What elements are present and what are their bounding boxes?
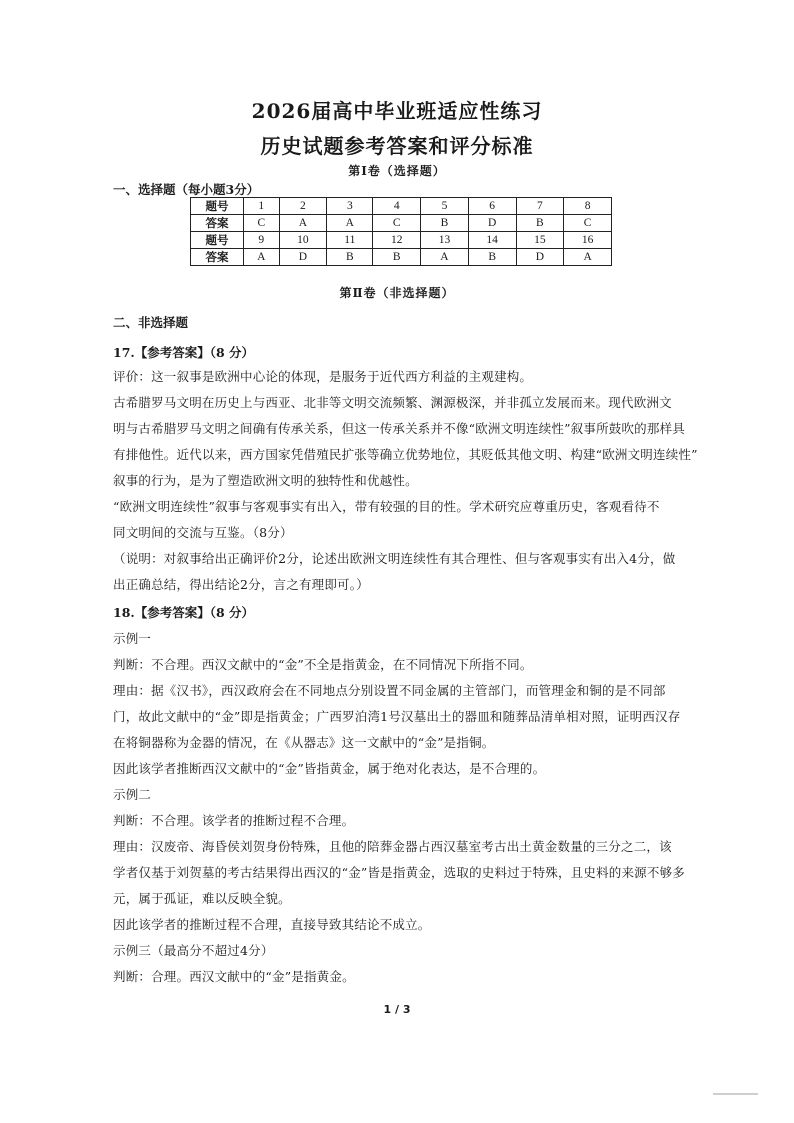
q18-line: 因此该学者推断西汉文献中的“金”皆指黄金，属于绝对化表达，是不合理的。 [113, 761, 546, 776]
answer-cell: C [373, 215, 421, 232]
q18-line: 理由：据《汉书》，西汉政府会在不同地点分别设置不同金属的主管部门，而管理金和铜的是不同部 [113, 683, 666, 698]
answer-cell: B [516, 215, 564, 232]
answer-table [190, 197, 612, 266]
question-number-cell: 9 [244, 232, 280, 249]
question-number-cell: 14 [468, 232, 516, 249]
q18-line: 学者仅基于刘贺墓的考古结果得出西汉的“金”皆是指黄金，选取的史料过于特殊，且史料的来源不够多 [113, 865, 685, 880]
q17-line: “欧洲文明连续性”叙事与客观事实有出入，带有较强的目的性。学术研究应尊重历史，客观看待不 [113, 499, 660, 514]
table-row [191, 249, 612, 266]
q18-line: 示例二 [113, 787, 152, 802]
q18-line: 元，属于孤证，难以反映全貌。 [113, 891, 291, 906]
title-line-1: 2026届高中毕业班适应性练习 [251, 99, 543, 123]
question-number-cell: 16 [564, 232, 612, 249]
table-row [191, 232, 612, 249]
answer-cell: B [468, 249, 516, 266]
question-number-cell: 11 [327, 232, 373, 249]
section-2-heading: 二、非选择题 [113, 315, 189, 330]
q17-line: 古希腊罗马文明在历史上与西亚、北非等文明交流频繁、渊源极深，并非孤立发展而来。现代欧洲文 [113, 395, 672, 410]
question-number-cell: 1 [244, 198, 280, 215]
answer-cell: C [564, 215, 612, 232]
question-number-cell: 3 [327, 198, 373, 215]
answer-cell: A [279, 215, 327, 232]
answer-cell: B [327, 249, 373, 266]
answer-cell: A [327, 215, 373, 232]
table-header-cell: 答案 [191, 249, 244, 266]
q17-line: 评价：这一叙事是欧洲中心论的体现，是服务于近代西方利益的主观建构。 [113, 369, 533, 384]
scan-artifact [713, 1093, 758, 1095]
q18-line: 判断：合理。西汉文献中的“金”是指黄金。 [113, 969, 355, 984]
question-number-cell: 2 [279, 198, 327, 215]
q18-line: 判断：不合理。该学者的推断过程不合理。 [113, 813, 355, 828]
question-number-cell: 10 [279, 232, 327, 249]
question-number-cell: 5 [421, 198, 469, 215]
part-2-label: 第Ⅱ卷（非选择题） [339, 286, 455, 300]
part-1-label: 第Ⅰ卷（选择题） [348, 164, 446, 178]
q18-line: 理由：汉废帝、海昏侯刘贺身份特殊，且他的陪葬金器占西汉墓室考古出土黄金数量的三分之二，该 [113, 839, 672, 854]
question-number-cell: 4 [373, 198, 421, 215]
q17-line: 明与古希腊罗马文明之间确有传承关系，但这一传承关系并不像“欧洲文明连续性”叙事所鼓吹的那样具 [113, 421, 685, 436]
title-line-2: 历史试题参考答案和评分标准 [260, 134, 534, 158]
q18-heading: 18.【参考答案】（8 分） [113, 605, 255, 620]
answer-cell: D [468, 215, 516, 232]
q18-line: 示例一 [113, 631, 152, 646]
answer-cell: A [421, 249, 469, 266]
question-number-cell: 13 [421, 232, 469, 249]
table-row [191, 215, 612, 232]
answer-cell: C [244, 215, 280, 232]
answer-cell: D [279, 249, 327, 266]
question-number-cell: 15 [516, 232, 564, 249]
q17-line: （说明：对叙事给出正确评价2分，论述出欧洲文明连续性有其合理性、但与客观事实有出入4分，做 [113, 551, 676, 566]
table-header-cell: 答案 [191, 215, 244, 232]
q18-line: 门，故此文献中的“金”即是指黄金；广西罗泊湾1号汉墓出土的器皿和随葬品清单相对照，证明西汉存 [113, 709, 681, 724]
q18-line: 判断：不合理。西汉文献中的“金”不全是指黄金，在不同情况下所指不同。 [113, 657, 533, 672]
answer-cell: A [244, 249, 280, 266]
q17-line: 叙事的行为，是为了塑造欧洲文明的独特性和优越性。 [113, 473, 418, 488]
q18-line: 在将铜器称为金器的情况，在《从器志》这一文献中的“金”是指铜。 [113, 735, 495, 750]
section-1-heading: 一、选择题（每小题3分） [113, 182, 260, 197]
q17-line: 同文明间的交流与互鉴。（8分） [113, 525, 293, 540]
question-number-cell: 7 [516, 198, 564, 215]
page-number: 1 / 3 [383, 1003, 411, 1016]
table-row [191, 198, 612, 215]
table-header-cell: 题号 [191, 232, 244, 249]
answer-cell: D [516, 249, 564, 266]
answer-cell: A [564, 249, 612, 266]
q17-heading: 17.【参考答案】（8 分） [113, 345, 255, 360]
q18-line: 示例三（最高分不超过4分） [113, 943, 274, 958]
answer-cell: B [421, 215, 469, 232]
answer-cell: B [373, 249, 421, 266]
table-header-cell: 题号 [191, 198, 244, 215]
q17-line: 出正确总结，得出结论2分，言之有理即可。） [113, 577, 369, 592]
question-number-cell: 6 [468, 198, 516, 215]
question-number-cell: 12 [373, 232, 421, 249]
q18-line: 因此该学者的推断过程不合理，直接导致其结论不成立。 [113, 917, 431, 932]
question-number-cell: 8 [564, 198, 612, 215]
q17-line: 有排他性。近代以来，西方国家凭借殖民扩张等确立优势地位，其贬低其他文明、构建“欧洲文明连续性” [113, 447, 698, 462]
